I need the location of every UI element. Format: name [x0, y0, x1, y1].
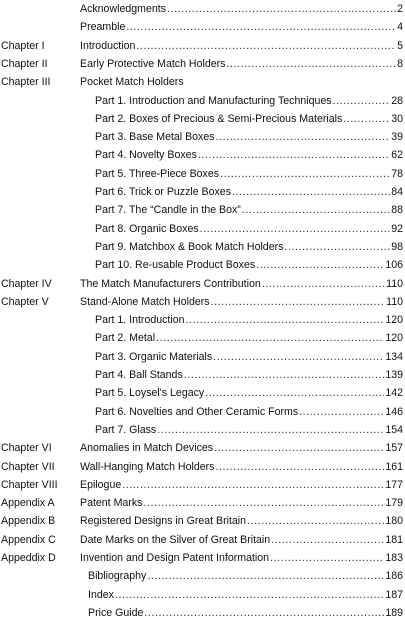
- toc-page-number: 181: [385, 533, 403, 546]
- toc-row: [0, 256, 405, 274]
- toc-entry-title: Introduction: [80, 39, 136, 52]
- toc-chapter-label: Chapter V: [1, 295, 49, 308]
- toc-entry: [80, 549, 403, 567]
- toc-row: [0, 348, 405, 366]
- toc-row: [0, 604, 405, 622]
- toc-row: [0, 494, 405, 512]
- toc-entry: [80, 531, 403, 549]
- toc-row: [0, 512, 405, 530]
- toc-entry-title: Part 9. Matchbox & Book Match Holders: [95, 240, 284, 253]
- toc-entry-title: Part 4. Ball Stands: [95, 369, 183, 381]
- toc-page-number: 110: [386, 277, 403, 290]
- toc-row: [0, 73, 405, 91]
- toc-row: [0, 439, 405, 457]
- toc-entry-title: Part 2. Metal: [95, 332, 156, 345]
- toc-page-number: 157: [385, 442, 403, 455]
- toc-row: [0, 55, 405, 73]
- toc-entry-title: Part 1. Introduction and Manufacturing Techniques: [95, 94, 332, 107]
- toc-page-number: 186: [385, 570, 403, 583]
- dot-leader: [216, 128, 391, 146]
- toc-entry-title: Part 7. The “Candle in the Box”: [95, 204, 241, 217]
- toc-entry: [80, 458, 403, 476]
- toc-page-number: 146: [385, 405, 403, 418]
- toc-entry-title: Registered Designs in Great Britain: [80, 515, 247, 528]
- toc-row: [0, 458, 405, 476]
- dot-leader: [126, 18, 396, 36]
- toc-chapter-label: Appendix B: [1, 515, 56, 528]
- toc-entry-title: Part 6. Novelties and Other Ceramic Forms: [95, 405, 299, 418]
- dot-leader: [136, 37, 396, 55]
- dot-leader: [144, 604, 384, 622]
- toc-page-number: 154: [385, 423, 403, 436]
- toc-entry-title: Part 3. Base Metal Boxes: [95, 131, 215, 144]
- dot-leader: [143, 494, 384, 512]
- toc-entry-title: Part 2. Boxes of Precious & Semi-Precious Materials: [95, 112, 343, 125]
- toc-row: [0, 403, 405, 421]
- toc-page-number: 183: [385, 552, 403, 564]
- toc-entry-title: Price Guide: [88, 606, 144, 619]
- toc-page-number: 110: [386, 295, 403, 308]
- toc-entry: [95, 384, 403, 402]
- toc-entry: [88, 604, 403, 622]
- toc-page-number: 139: [385, 369, 403, 381]
- toc-page-number: 106: [385, 259, 403, 272]
- toc-entry: [95, 92, 403, 110]
- toc-entry-title: Early Protective Match Holders: [80, 57, 226, 70]
- toc-chapter-label: Appendix A: [1, 497, 55, 510]
- toc-entry: [80, 494, 403, 512]
- toc-page-number: 39: [391, 131, 403, 144]
- dot-leader: [184, 366, 385, 384]
- toc-row: [0, 549, 405, 567]
- toc-entry: [95, 403, 403, 421]
- toc-entry: [95, 220, 403, 238]
- toc-entry: [80, 37, 403, 55]
- toc-entry-title: Stand-Alone Match Holders: [80, 295, 210, 308]
- toc-chapter-label: Chapter III: [1, 76, 51, 89]
- toc-entry-title: Wall-Hanging Match Holders: [80, 460, 215, 473]
- toc-chapter-label: Chapter VII: [1, 460, 55, 473]
- dot-leader: [333, 92, 391, 110]
- toc-row: [0, 37, 405, 55]
- dot-leader: [284, 238, 390, 256]
- toc-page-number: 62: [391, 149, 403, 162]
- toc-entry-title: Part 1. Introduction: [95, 314, 185, 327]
- dot-leader: [271, 531, 384, 549]
- toc-entry-title: Acknowledgments: [80, 3, 166, 15]
- toc-row: [0, 567, 405, 585]
- dot-leader: [205, 384, 384, 402]
- dot-leader: [157, 421, 384, 439]
- dot-leader: [215, 458, 384, 476]
- dot-leader: [115, 586, 384, 604]
- toc-entry-title: Part 10. Re-usable Product Boxes: [95, 259, 256, 272]
- toc-page-number: 179: [385, 497, 403, 510]
- dot-leader: [198, 146, 390, 164]
- dot-leader: [270, 549, 384, 567]
- toc-page-number: 120: [385, 332, 403, 345]
- toc-entry: [95, 183, 403, 201]
- dot-leader: [256, 256, 384, 274]
- toc-row: [0, 238, 405, 256]
- toc-entry-title: Part 3. Organic Materials: [95, 350, 213, 363]
- toc-entry-title: The Match Manufacturers Contribution: [80, 277, 261, 290]
- toc-page-number: 134: [385, 350, 403, 363]
- toc-page-number: 189: [385, 606, 403, 619]
- toc-chapter-label: Chapter I: [1, 39, 45, 52]
- toc-entry: [95, 201, 403, 219]
- toc-entry: [80, 512, 403, 530]
- dot-leader: [156, 329, 384, 347]
- toc-entry: [95, 421, 403, 439]
- toc-entry-title: Pocket Match Holders: [80, 76, 184, 89]
- toc-page-number: 180: [385, 515, 403, 528]
- toc-entry-title: Part 5. Loysel's Legacy: [95, 387, 205, 400]
- toc-page-number: 161: [385, 460, 403, 473]
- toc-entry-title: Part 6. Trick or Puzzle Boxes: [95, 186, 232, 198]
- toc-entry-title: Part 4. Novelty Boxes: [95, 149, 197, 162]
- toc-row: [0, 92, 405, 110]
- toc-entry: [80, 73, 403, 91]
- toc-entry: [95, 238, 403, 256]
- toc-row: [0, 586, 405, 604]
- dot-leader: [262, 275, 385, 293]
- toc-entry: [88, 567, 403, 585]
- toc-row: [0, 220, 405, 238]
- toc-row: [0, 293, 405, 311]
- toc-entry-title: Patent Marks: [80, 497, 143, 510]
- toc-page-number: 142: [385, 387, 403, 400]
- toc-page-number: 78: [391, 167, 403, 180]
- toc-entry: [80, 18, 403, 36]
- toc-entry: [88, 586, 403, 604]
- toc-entry: [95, 146, 403, 164]
- toc-row: [0, 311, 405, 329]
- toc-entry: [80, 275, 403, 293]
- toc-page-number: 98: [391, 240, 403, 253]
- toc-entry: [95, 165, 403, 183]
- toc-page-number: 120: [385, 314, 403, 327]
- toc-row: [0, 146, 405, 164]
- toc-entry-title: Invention and Design Patent Information: [80, 552, 270, 564]
- dot-leader: [247, 512, 384, 530]
- toc-page-number: 187: [385, 588, 403, 601]
- dot-leader: [299, 403, 384, 421]
- toc-entry-title: Anomalies in Match Devices: [80, 442, 214, 455]
- dot-leader: [220, 165, 390, 183]
- toc-row: [0, 476, 405, 494]
- toc-page-number: 84: [391, 186, 403, 198]
- toc-row: [0, 183, 405, 201]
- toc-row: [0, 384, 405, 402]
- toc-chapter-label: Chapter II: [1, 57, 48, 70]
- toc-row: [0, 0, 405, 18]
- toc-entry: [95, 366, 403, 384]
- toc-entry-title: Bibliography: [88, 570, 147, 583]
- toc-entry-title: Preamble: [80, 21, 126, 34]
- dot-leader: [343, 110, 390, 128]
- toc-chapter-label: Appendix C: [1, 533, 56, 546]
- dot-leader: [242, 201, 390, 219]
- toc-page-number: 30: [391, 112, 403, 125]
- toc-row: [0, 329, 405, 347]
- toc-entry: [95, 311, 403, 329]
- dot-leader: [213, 348, 384, 366]
- toc-row: [0, 366, 405, 384]
- toc-entry: [95, 128, 403, 146]
- toc-entry: [95, 329, 403, 347]
- toc-entry-title: Index: [88, 588, 114, 601]
- toc-row: [0, 201, 405, 219]
- dot-leader: [167, 0, 396, 18]
- toc-entry: [95, 110, 403, 128]
- toc-entry-title: Date Marks on the Silver of Great Britain: [80, 533, 271, 546]
- toc-entry: [80, 476, 403, 494]
- toc-page-number: 2: [397, 3, 403, 15]
- toc-row: [0, 165, 405, 183]
- toc-entry: [95, 256, 403, 274]
- toc-page-number: 5: [397, 39, 403, 52]
- toc-row: [0, 275, 405, 293]
- toc-chapter-label: Chapter VIII: [1, 478, 58, 491]
- toc-chapter-label: Appeddix D: [1, 552, 56, 564]
- toc-entry: [80, 0, 403, 18]
- toc-entry: [95, 348, 403, 366]
- toc-chapter-label: Chapter IV: [1, 277, 52, 290]
- toc-entry-title: Part 8. Organic Boxes: [95, 222, 199, 235]
- toc-entry: [80, 55, 403, 73]
- toc-entry-title: Part 7. Glass: [95, 423, 157, 436]
- dot-leader: [226, 55, 396, 73]
- toc-entry: [80, 293, 403, 311]
- dot-leader: [211, 293, 386, 311]
- toc-page-number: 4: [397, 21, 403, 34]
- toc-page-number: 177: [385, 478, 403, 491]
- toc-entry-title: Part 5. Three-Piece Boxes: [95, 167, 220, 180]
- toc-entry-title: Epilogue: [80, 478, 122, 491]
- dot-leader: [122, 476, 384, 494]
- toc-page-number: 8: [397, 57, 403, 70]
- toc-row: [0, 421, 405, 439]
- dot-leader: [200, 220, 391, 238]
- toc-page-number: 28: [391, 94, 403, 107]
- toc-row: [0, 18, 405, 36]
- toc-page-number: 88: [391, 204, 403, 217]
- toc-page-number: 92: [391, 222, 403, 235]
- toc-entry: [80, 439, 403, 457]
- toc-row: [0, 531, 405, 549]
- dot-leader: [147, 567, 384, 585]
- toc-row: [0, 110, 405, 128]
- dot-leader: [214, 439, 384, 457]
- dot-leader: [186, 311, 385, 329]
- toc-row: [0, 128, 405, 146]
- toc-chapter-label: Chapter VI: [1, 442, 52, 455]
- dot-leader: [232, 183, 390, 201]
